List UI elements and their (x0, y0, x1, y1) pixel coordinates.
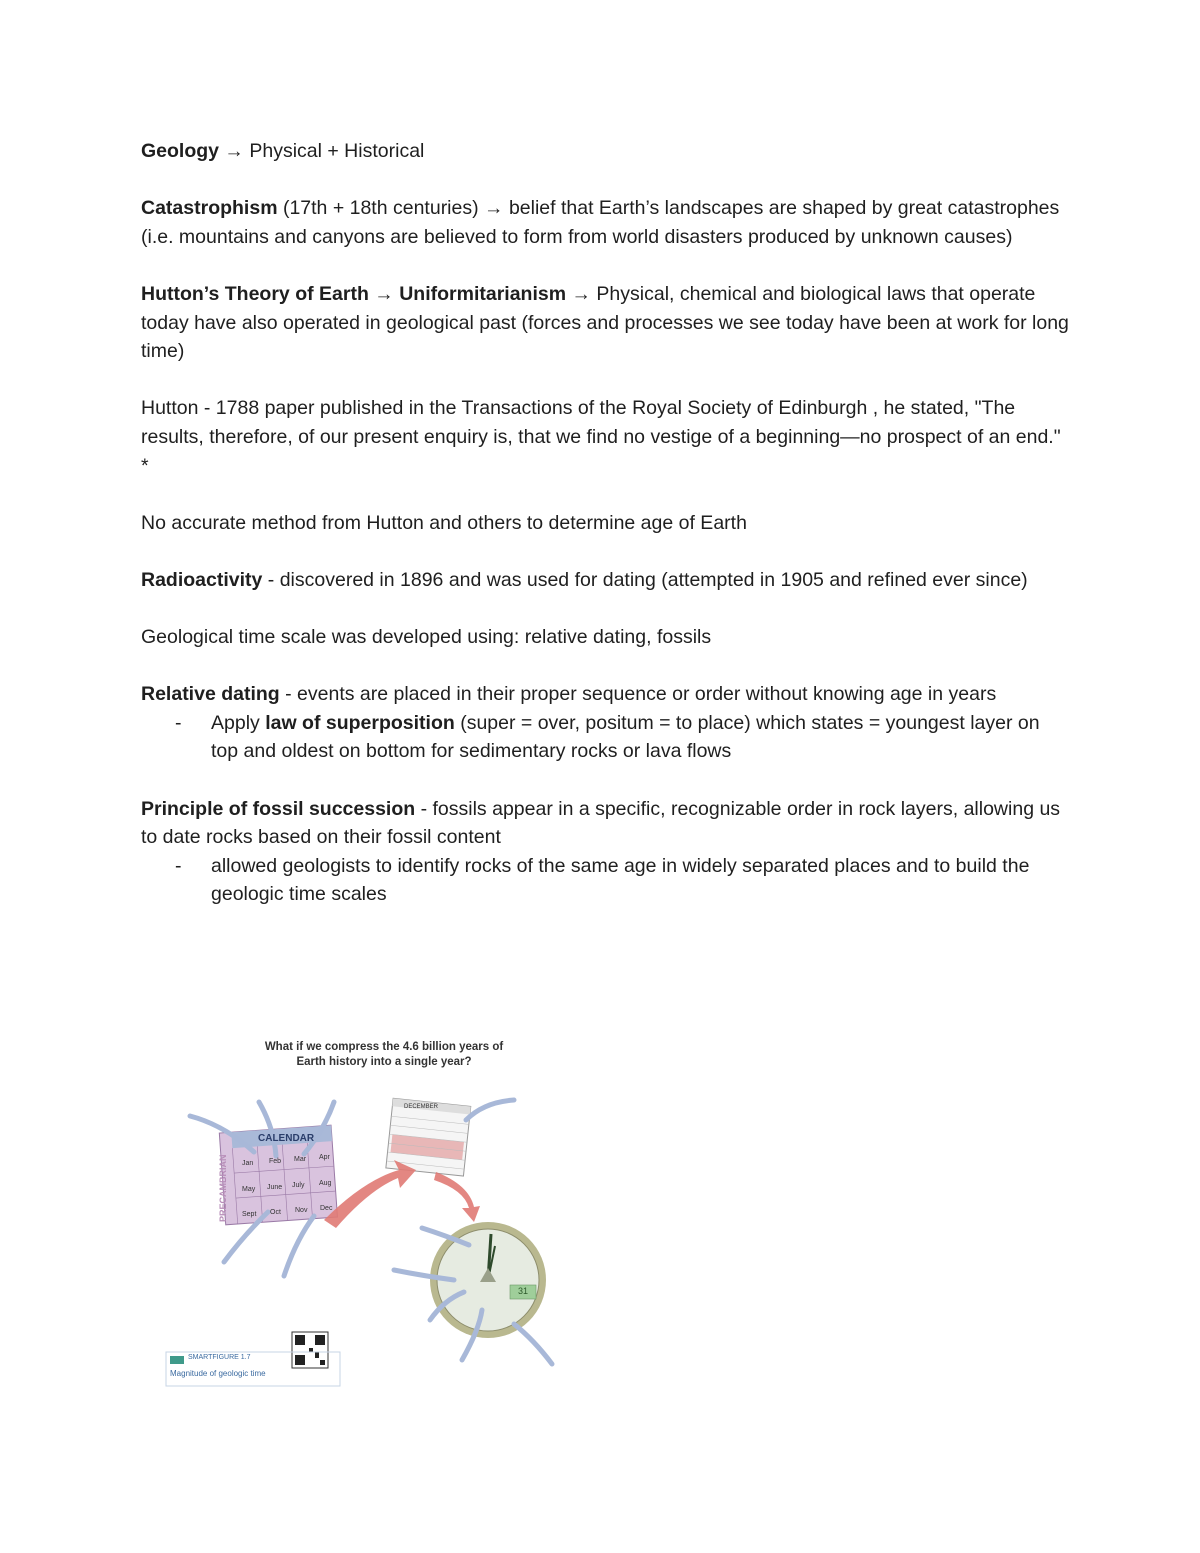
qr-code (292, 1332, 328, 1368)
month-label: Sept (242, 1211, 257, 1218)
month-label: July (292, 1182, 305, 1189)
hutton-theory-text: → Physical, chemical and biological laws that operate today have also operated in geological past (forces and processes we see today have been at work for long time) (141, 282, 1069, 363)
superposition-term: law of superposition (265, 711, 455, 734)
month-label: Oct (270, 1209, 281, 1216)
red-arrow-small (434, 1172, 480, 1222)
relative-dating-text: - events are placed in their proper sequence or order without knowing age in years (279, 683, 997, 706)
logo-subtitle: Magnitude of geologic time (170, 1369, 266, 1378)
figure-illustration (164, 1030, 604, 1390)
fossil-succession-text: - fossils appear in a specific, recognizable order in rock layers, allowing us to date rocks based on their fossil content (141, 797, 1061, 849)
red-arrow (324, 1160, 416, 1228)
month-label: June (267, 1184, 283, 1191)
fossil-succession-paragraph (141, 795, 1071, 852)
age-method-paragraph: No accurate method from Hutton and others to determine age of Earth (141, 511, 747, 534)
radioactivity-paragraph (141, 566, 1071, 595)
logo-title: SMARTFIGURE 1.7 (188, 1354, 251, 1361)
relative-dating-list (141, 709, 1071, 766)
relative-dating-term: Relative dating (141, 683, 280, 706)
figure-title: What if we compress the 4.6 billion years of Earth history into a single year? (264, 1041, 504, 1068)
time-scale-paragraph: Geological time scale was developed using: relative dating, fossils (141, 626, 712, 649)
month-label: Mar (294, 1156, 307, 1163)
december-heading: DECEMBER (404, 1104, 439, 1110)
geology-text: → Physical + Historical (219, 140, 425, 162)
radioactivity-term: Radioactivity (141, 568, 263, 591)
fossil-succession-list (141, 852, 1071, 909)
month-label: Feb (269, 1158, 282, 1165)
geologic-time-figure (164, 1030, 604, 1390)
geology-term: Geology (141, 140, 220, 162)
precambrian-label: PRECAMBRIAN (218, 1154, 228, 1222)
hutton-theory-paragraph (141, 280, 1071, 366)
relative-dating-paragraph (141, 680, 1071, 709)
catastrophism-paragraph (141, 194, 1071, 251)
catastrophism-text: (17th + 18th centuries) → belief that Earth’s landscapes are shaped by great catastrophes (i.e. mountains and canyons are believed to form from world disasters produced by unknown causes) (141, 197, 1060, 248)
month-label: Jan (242, 1160, 254, 1167)
month-label: Apr (319, 1154, 330, 1161)
clock-date: 31 (518, 1286, 529, 1296)
catastrophism-term: Catastrophism (141, 197, 278, 220)
hutton-quote-paragraph: Hutton - 1788 paper published in the Transactions of the Royal Society of Edinburgh , he stated, "The results, therefore, of our present enquiry is, that we find no vestige of a beginning—no prospect of an end." * (141, 397, 1061, 477)
month-label: May (242, 1186, 256, 1193)
month-label: Aug (319, 1180, 332, 1187)
hutton-theory-term: Hutton’s Theory of Earth (141, 282, 369, 305)
logo-mark (170, 1356, 184, 1364)
uniformitarianism-term: Uniformitarianism (399, 282, 567, 305)
geology-paragraph (141, 137, 1071, 166)
document-body (141, 137, 1071, 938)
calendar-heading: CALENDAR (258, 1133, 315, 1144)
list-item: - Apply law of superposition (super = over, positum = to place) which states = youngest layer on top and oldest on bottom for sedimentary rocks or lava flows (141, 709, 1071, 766)
month-label: Nov (295, 1207, 308, 1214)
radioactivity-text: - discovered in 1896 and was used for dating (attempted in 1905 and refined ever since) (262, 568, 1028, 591)
hutton-arrow: → (368, 282, 400, 305)
fossil-succession-term: Principle of fossil succession (141, 797, 416, 820)
month-label: Dec (320, 1205, 333, 1212)
list-item: - allowed geologists to identify rocks of the same age in widely separated places and to build the geologic time scales (141, 852, 1071, 909)
